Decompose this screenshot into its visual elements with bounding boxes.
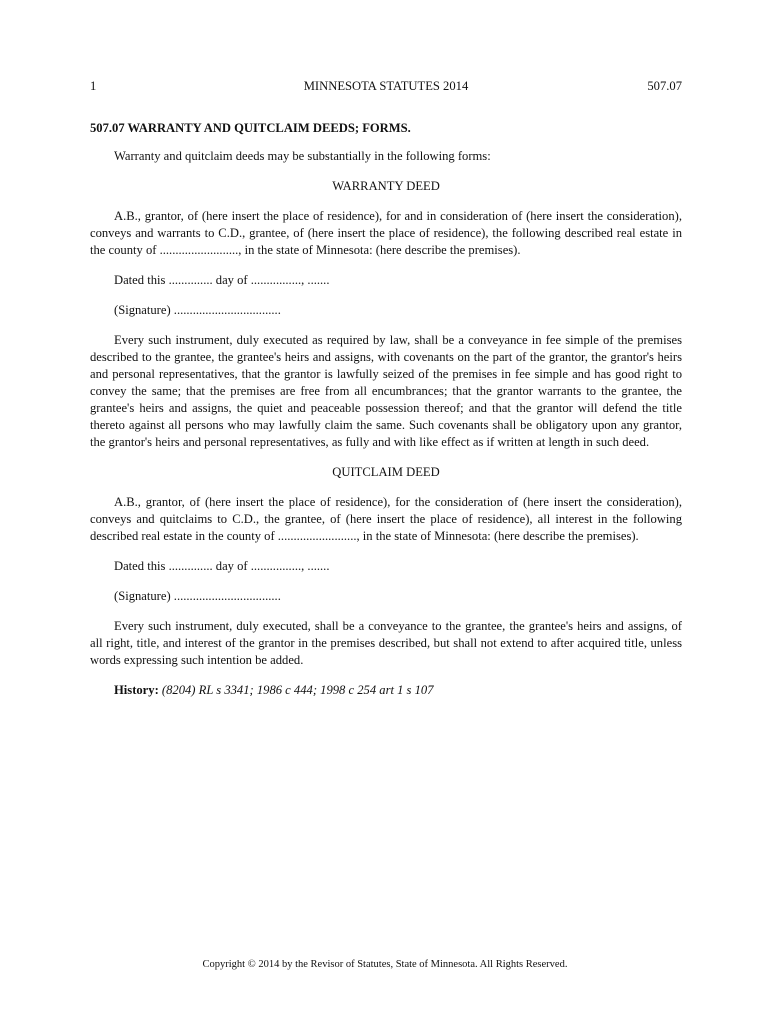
- warranty-deed-heading: WARRANTY DEED: [332, 179, 440, 193]
- page-number: 1: [90, 79, 97, 93]
- warranty-signature-line: (Signature) ..................................: [114, 303, 281, 317]
- quitclaim-effect-paragraph: Every such instrument, duly executed, shall be a conveyance to the grantee, the grantee's heirs and assigns, of all right, title, and interest of the grantor in the premises described, but shall not extend to after acquired title, unless words expressing such intention be added.: [90, 619, 682, 667]
- statute-body: [90, 148, 682, 712]
- history-label: History:: [114, 683, 159, 697]
- warranty-form-paragraph: A.B., grantor, of (here insert the place of residence), for and in consideration of (here insert the consideration), conveys and warrants to C.D., grantee, of (here insert the place of residence), the following described real estate in the county of ........................., in the state of Minnesota: (here describe the premises).: [90, 209, 682, 257]
- history-citations: (8204) RL s 3341; 1986 c 444; 1998 c 254 art 1 s 107: [158, 683, 434, 697]
- quitclaim-dated-line: Dated this .............. day of ................, .......: [114, 559, 330, 573]
- quitclaim-form-paragraph: A.B., grantor, of (here insert the place of residence), for the consideration of (here insert the consideration), conveys and quitclaims to C.D., the grantee, of (here insert the place of residence), all interest in the following described real estate in the county of ........................., in the state of Minnesota: (here describe the premises).: [90, 495, 682, 543]
- intro-paragraph: Warranty and quitclaim deeds may be substantially in the following forms:: [114, 149, 491, 163]
- header-section-number: 507.07: [647, 79, 682, 93]
- history-line: [90, 682, 682, 699]
- quitclaim-deed-heading: QUITCLAIM DEED: [332, 465, 440, 479]
- warranty-dated-line: Dated this .............. day of ................, .......: [114, 273, 330, 287]
- quitclaim-signature-line: (Signature) ..................................: [114, 589, 281, 603]
- page-header: [90, 78, 682, 96]
- header-title: MINNESOTA STATUTES 2014: [303, 79, 469, 93]
- warranty-effect-paragraph: Every such instrument, duly executed as required by law, shall be a conveyance in fee simple of the premises described to the grantee, the grantee's heirs and assigns, with covenants on the part of the grantor, the grantor's heirs and personal representatives, that the grantor is lawfully seized of the premises in fee simple and has good right to convey the same; that the premises are free from all encumbrances; that the grantor warrants to the grantee, the grantee's heirs and assigns, the quiet and peaceable possession thereof; and that the grantor will defend the title thereto against all persons who may lawfully claim the same. Such covenants shall be obligatory upon any grantor, the grantor's heirs and personal representatives, as fully and with like effect as if written at length in such deed.: [90, 333, 682, 449]
- copyright-footer: Copyright © 2014 by the Revisor of Statutes, State of Minnesota. All Rights Reserved.: [202, 959, 568, 970]
- section-heading: 507.07 WARRANTY AND QUITCLAIM DEEDS; FORMS.: [90, 121, 411, 135]
